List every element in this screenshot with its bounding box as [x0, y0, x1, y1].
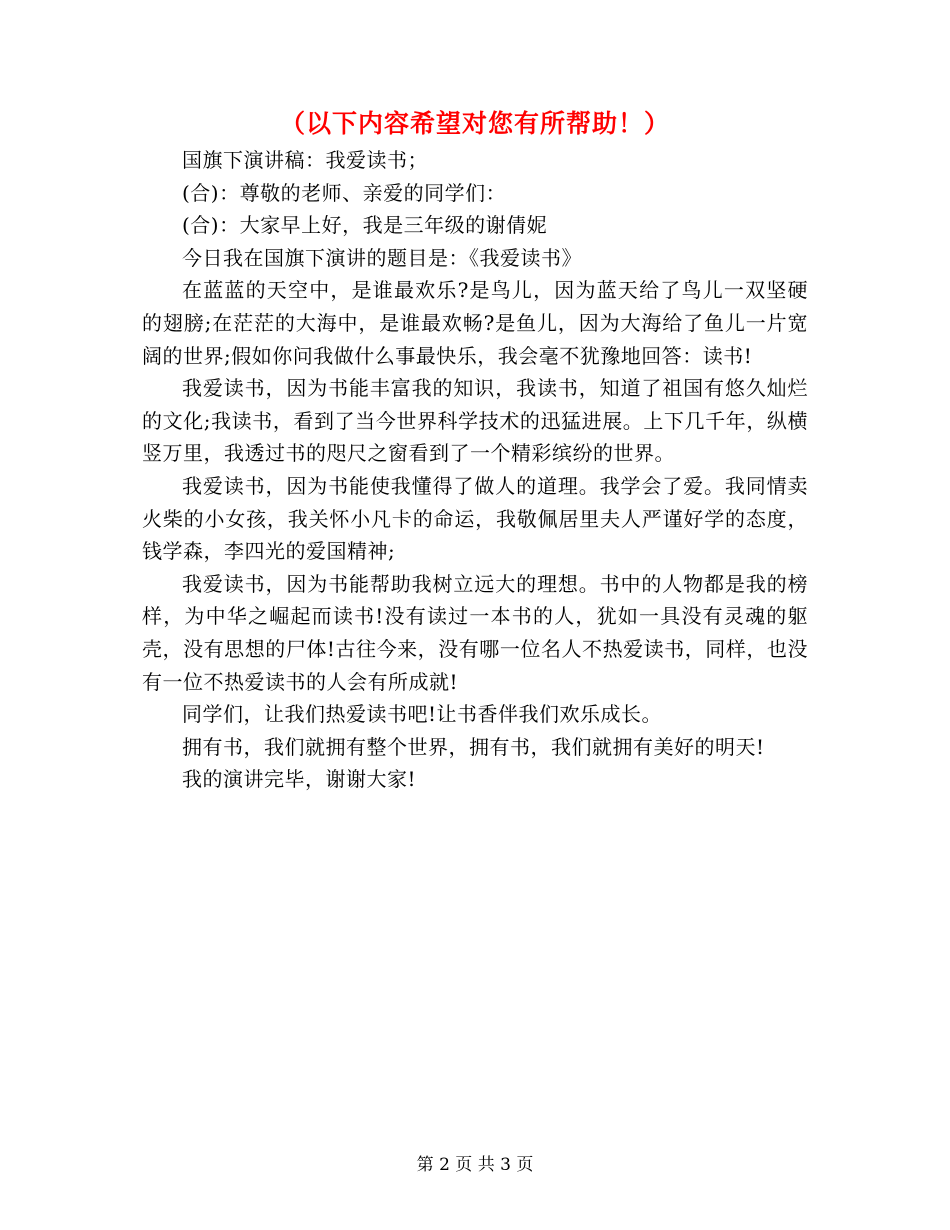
paragraph: 拥有书，我们就拥有整个世界，拥有书，我们就拥有美好的明天! [182, 734, 765, 759]
paragraph-closing: 我的演讲完毕，谢谢大家! [182, 767, 417, 792]
page-number-footer: 第 2 页 共 3 页 [416, 1155, 534, 1175]
paragraph: 在蓝蓝的天空中，是谁最欢乐?是鸟儿，因为蓝天给了鸟儿一双坚硬的翅膀;在茫茫的大海中，是谁最欢畅?是鱼儿，因为大海给了鱼儿一片宽阔的世界;假如你问我做什么事最快乐，我会毫不犹豫地回答：读书! [142, 278, 808, 368]
speech-body [142, 144, 808, 796]
paragraph: 同学们，让我们热爱读书吧!让书香伴我们欢乐成长。 [182, 702, 663, 727]
paragraph-intro: (合)：大家早上好，我是三年级的谢倩妮 [182, 213, 548, 238]
header-note: （以下内容希望对您有所帮助！） [279, 109, 670, 138]
paragraph-title: 国旗下演讲稿：我爱读书； [182, 148, 428, 172]
paragraph-greeting: (合)：尊敬的老师、亲爱的同学们： [182, 180, 507, 205]
paragraph: 我爱读书，因为书能使我懂得了做人的道理。我学会了爱。我同情卖火柴的小女孩，我关怀小凡卡的命运，我敬佩居里夫人严谨好学的态度，钱学森，李四光的爱国精神; [142, 473, 808, 564]
paragraph-topic: 今日我在国旗下演讲的题目是：《我爱读书》 [182, 245, 582, 270]
paragraph: 我爱读书，因为书能帮助我树立远大的理想。书中的人物都是我的榜样，为中华之崛起而读书!没有读过一本书的人，犹如一具没有灵魂的躯壳，没有思想的尸体!古往今来，没有哪一位名人不热爱读书，同样，也没有一位不热爱读书的人会有所成就! [142, 571, 808, 694]
paragraph: 我爱读书，因为书能丰富我的知识，我读书，知道了祖国有悠久灿烂的文化;我读书，看到了当今世界科学技术的迅猛进展。上下几千年，纵横竖万里，我透过书的咫尺之窗看到了一个精彩缤纷的世界。 [142, 376, 808, 466]
